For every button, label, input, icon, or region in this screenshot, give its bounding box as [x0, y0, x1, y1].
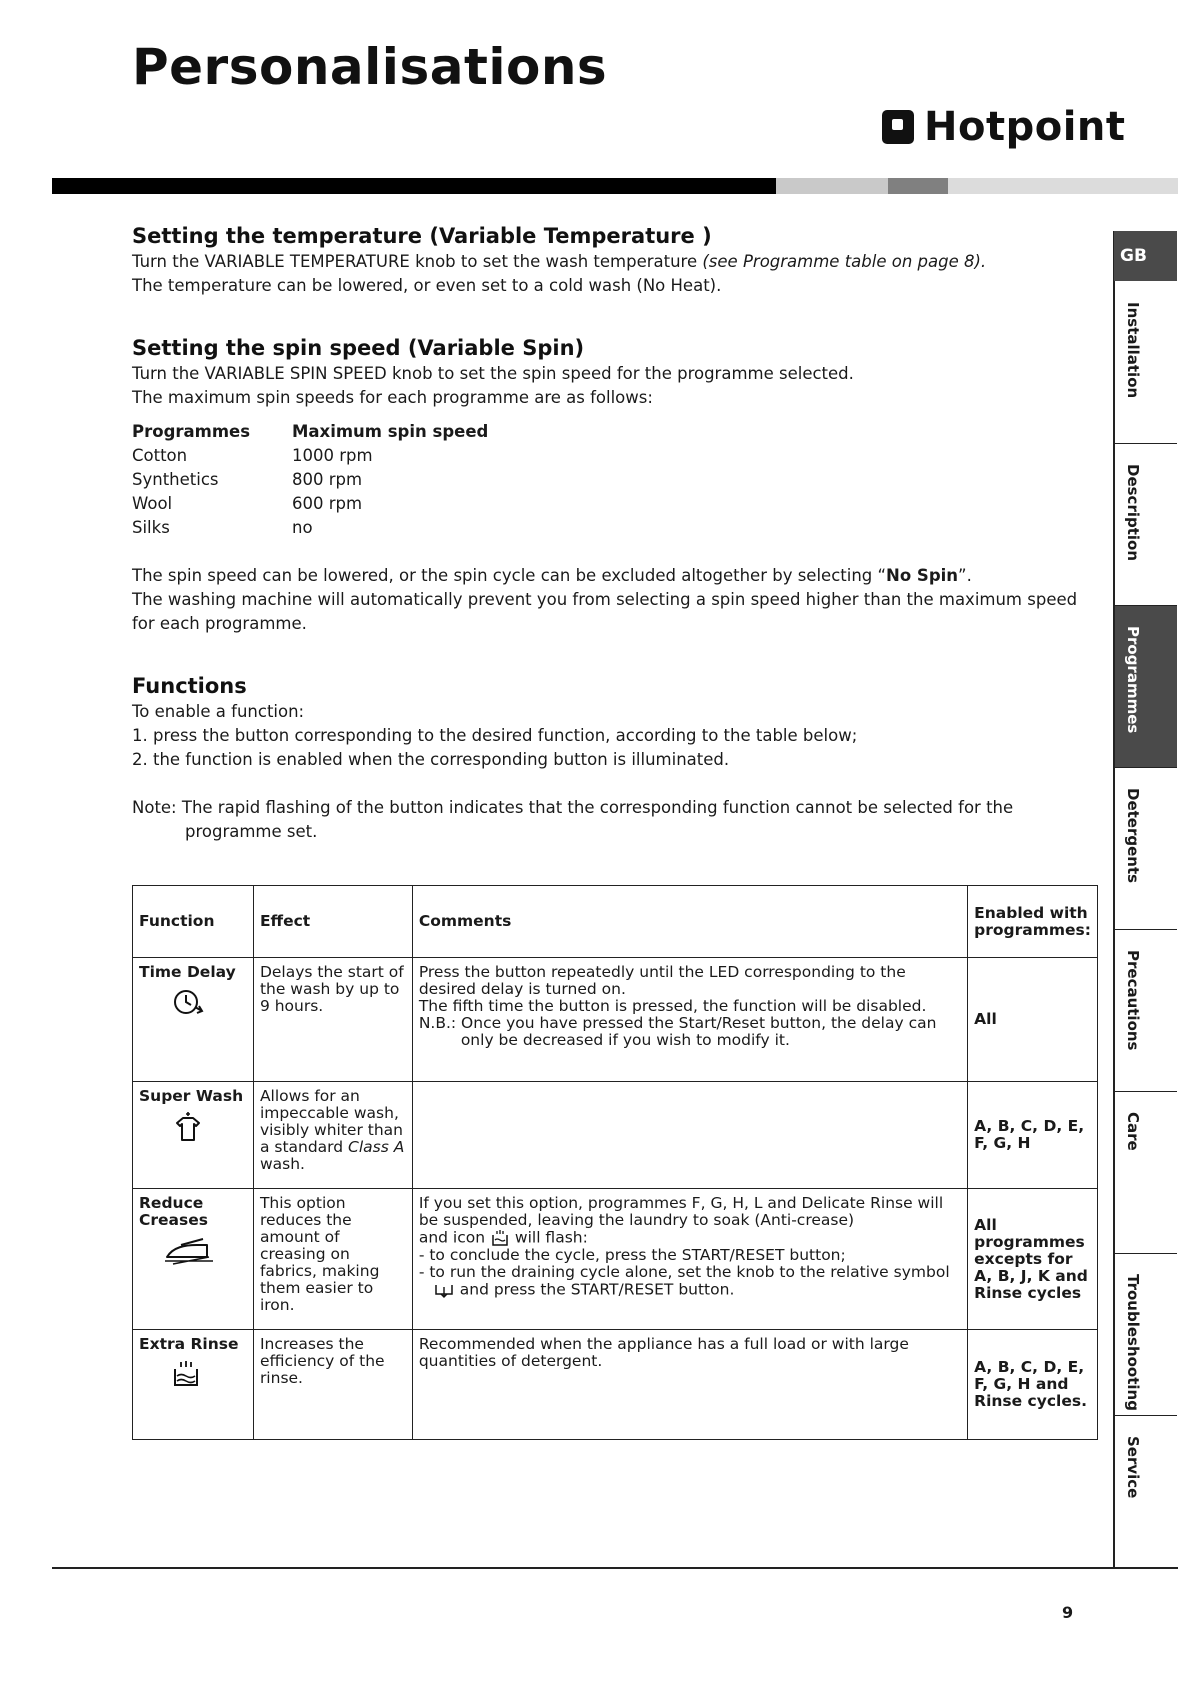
spin-line-1: Turn the VARIABLE SPIN SPEED knob to set the spin speed for the programme selected.	[132, 364, 854, 383]
comment-line	[419, 1264, 961, 1299]
tab-label: Installation	[1124, 302, 1142, 399]
spin-line-2: The maximum spin speeds for each programme are as follows:	[132, 388, 653, 407]
functions-step-2: 2. the function is enabled when the corresponding button is illuminated.	[132, 750, 730, 769]
temperature-line-1	[132, 250, 1082, 274]
effect-cell: This option reduces the amount of creasing on fabrics, making them easier to iron.	[253, 1189, 412, 1330]
functions-table	[132, 885, 1098, 1440]
spin-note-1-pre: The spin speed can be lowered, or the spin cycle can be excluded altogether by selecting “	[132, 566, 887, 585]
spin-speed: 1000 rpm	[292, 446, 373, 465]
spin-note-1	[132, 564, 1082, 588]
header-effect: Effect	[253, 886, 412, 958]
spin-table-row	[132, 468, 488, 492]
brand-logo	[882, 104, 1126, 150]
spin-table-row	[132, 444, 488, 468]
table-row	[133, 1330, 1098, 1440]
tab-precautions[interactable]	[1115, 930, 1177, 1092]
tab-installation[interactable]	[1115, 282, 1177, 444]
comment-line: - to conclude the cycle, press the START/RESET button;	[418, 1246, 846, 1264]
function-cell	[133, 958, 254, 1082]
comment-line: The fifth time the button is pressed, the function will be disabled.	[418, 997, 927, 1015]
spin-programme: Synthetics	[132, 470, 219, 489]
spin-note-1-bold: No Spin	[886, 566, 959, 585]
tab-detergents[interactable]	[1115, 768, 1177, 930]
function-name: Time Delay	[139, 963, 236, 981]
table-row	[133, 1082, 1098, 1189]
comment-text: and press the START/RESET button.	[454, 1280, 735, 1299]
comment-line: N.B.: Once you have pressed the Start/Reset button, the delay can only be decreased if you wish to modify it.	[418, 1014, 937, 1049]
comments-cell	[412, 1082, 967, 1189]
function-name: Super Wash	[139, 1087, 244, 1105]
tab-label: Care	[1124, 1112, 1142, 1151]
function-cell	[133, 1189, 254, 1330]
drain-icon	[433, 1281, 455, 1299]
brand-name: Hotpoint	[924, 104, 1126, 150]
tab-label: Description	[1124, 464, 1142, 562]
spin-speed: 600 rpm	[292, 494, 363, 513]
soak-icon	[490, 1229, 510, 1247]
footer-rule	[52, 1567, 1178, 1569]
table-row	[133, 958, 1098, 1082]
tab-label: Precautions	[1124, 950, 1142, 1051]
tab-care[interactable]	[1115, 1092, 1177, 1254]
comment-line	[419, 1229, 961, 1247]
temperature-line-1-text: Turn the VARIABLE TEMPERATURE knob to set the wash temperature	[132, 252, 703, 271]
iron-icon	[163, 1235, 217, 1265]
extra-rinse-icon	[171, 1359, 201, 1389]
tab-service[interactable]	[1115, 1416, 1177, 1578]
super-wash-icon	[171, 1111, 205, 1145]
spin-header-speed: Maximum spin speed	[292, 422, 489, 441]
comment-line: If you set this option, programmes F, G, H, L and Delicate Rinse will be suspended, leaving the laundry to soak (Anti-crease)	[418, 1194, 944, 1229]
comments-cell	[412, 958, 967, 1082]
comment-text: will flash:	[509, 1228, 588, 1247]
effect-cell: Delays the start of the wash by up to 9 hours.	[253, 958, 412, 1082]
effect-cell: Increases the efficiency of the rinse.	[253, 1330, 412, 1440]
header-function: Function	[133, 886, 254, 958]
tab-programmes[interactable]	[1115, 606, 1177, 768]
comment-line: Press the button repeatedly until the LED corresponding to the desired delay is turned on.	[418, 963, 906, 998]
comments-cell	[412, 1189, 967, 1330]
temperature-line-2: The temperature can be lowered, or even set to a cold wash (No Heat).	[132, 276, 722, 295]
temperature-line-1-ref: (see Programme table on page 8).	[702, 252, 987, 271]
spin-table-row	[132, 492, 488, 516]
function-name: Extra Rinse	[139, 1335, 239, 1353]
tab-label: Detergents	[1124, 788, 1142, 884]
header-bar-light-grey	[948, 178, 1178, 194]
tab-label: Troubleshooting	[1124, 1274, 1142, 1411]
functions-step-1: 1. press the button corresponding to the desired function, according to the table below;	[132, 726, 858, 745]
functions-heading: Functions	[132, 674, 247, 698]
comments-cell: Recommended when the appliance has a full load or with large quantities of detergent.	[412, 1330, 967, 1440]
header-enabled: Enabled with programmes:	[968, 886, 1098, 958]
spin-heading: Setting the spin speed (Variable Spin)	[132, 336, 585, 360]
spin-speed: no	[292, 518, 313, 537]
time-delay-icon	[171, 987, 205, 1017]
tab-description[interactable]	[1115, 444, 1177, 606]
spin-programme: Cotton	[132, 446, 188, 465]
function-cell	[133, 1082, 254, 1189]
spin-note-1-post: ”.	[958, 566, 972, 585]
tab-label: Service	[1124, 1436, 1142, 1499]
spin-table-row	[132, 516, 488, 540]
comment-text: - to run the draining cycle alone, set the knob to the relative symbol	[418, 1263, 950, 1281]
main-content	[132, 222, 1082, 844]
comment-text: and icon	[418, 1228, 490, 1247]
function-cell	[133, 1330, 254, 1440]
function-name: Reduce Creases	[139, 1194, 208, 1229]
effect-italic: Class A	[348, 1138, 405, 1156]
effect-cell	[253, 1082, 412, 1189]
spin-note-2: The washing machine will automatically prevent you from selecting a spin speed higher than the maximum speed for each programme.	[132, 590, 1078, 633]
header-bar-light	[776, 178, 888, 194]
temperature-heading: Setting the temperature (Variable Temperature )	[132, 224, 712, 248]
page-number: 9	[1062, 1603, 1074, 1622]
tab-troubleshooting[interactable]	[1115, 1254, 1177, 1416]
table-row	[133, 1189, 1098, 1330]
spin-speed: 800 rpm	[292, 470, 363, 489]
tab-label: Programmes	[1124, 626, 1142, 734]
header-bar-black	[52, 178, 776, 194]
functions-table-header	[133, 886, 1098, 958]
header-bar-dark-grey	[888, 178, 948, 194]
effect-text-end: wash.	[259, 1155, 305, 1173]
effect-text: Allows for an impeccable wash, visibly whiter than a standard	[259, 1087, 403, 1156]
spin-speed-table	[132, 420, 488, 540]
enabled-cell: All programmes excepts for A, B, J, K and Rinse cycles	[968, 1189, 1098, 1330]
hotpoint-logo-icon	[882, 110, 914, 144]
enabled-cell: A, B, C, D, E, F, G, H and Rinse cycles.	[968, 1330, 1098, 1440]
enabled-cell: All	[968, 958, 1098, 1082]
functions-intro: To enable a function:	[132, 702, 305, 721]
spin-programme: Silks	[132, 518, 170, 537]
enabled-cell: A, B, C, D, E, F, G, H	[968, 1082, 1098, 1189]
header-comments: Comments	[412, 886, 967, 958]
spin-programme: Wool	[132, 494, 173, 513]
spin-header-programmes: Programmes	[132, 422, 251, 441]
tab-country-gb[interactable]: GB	[1114, 231, 1177, 281]
page-title: Personalisations	[132, 38, 608, 96]
functions-note: Note: The rapid flashing of the button indicates that the corresponding function cannot be selected for the programme set.	[132, 798, 1014, 841]
spin-table-header	[132, 420, 488, 444]
